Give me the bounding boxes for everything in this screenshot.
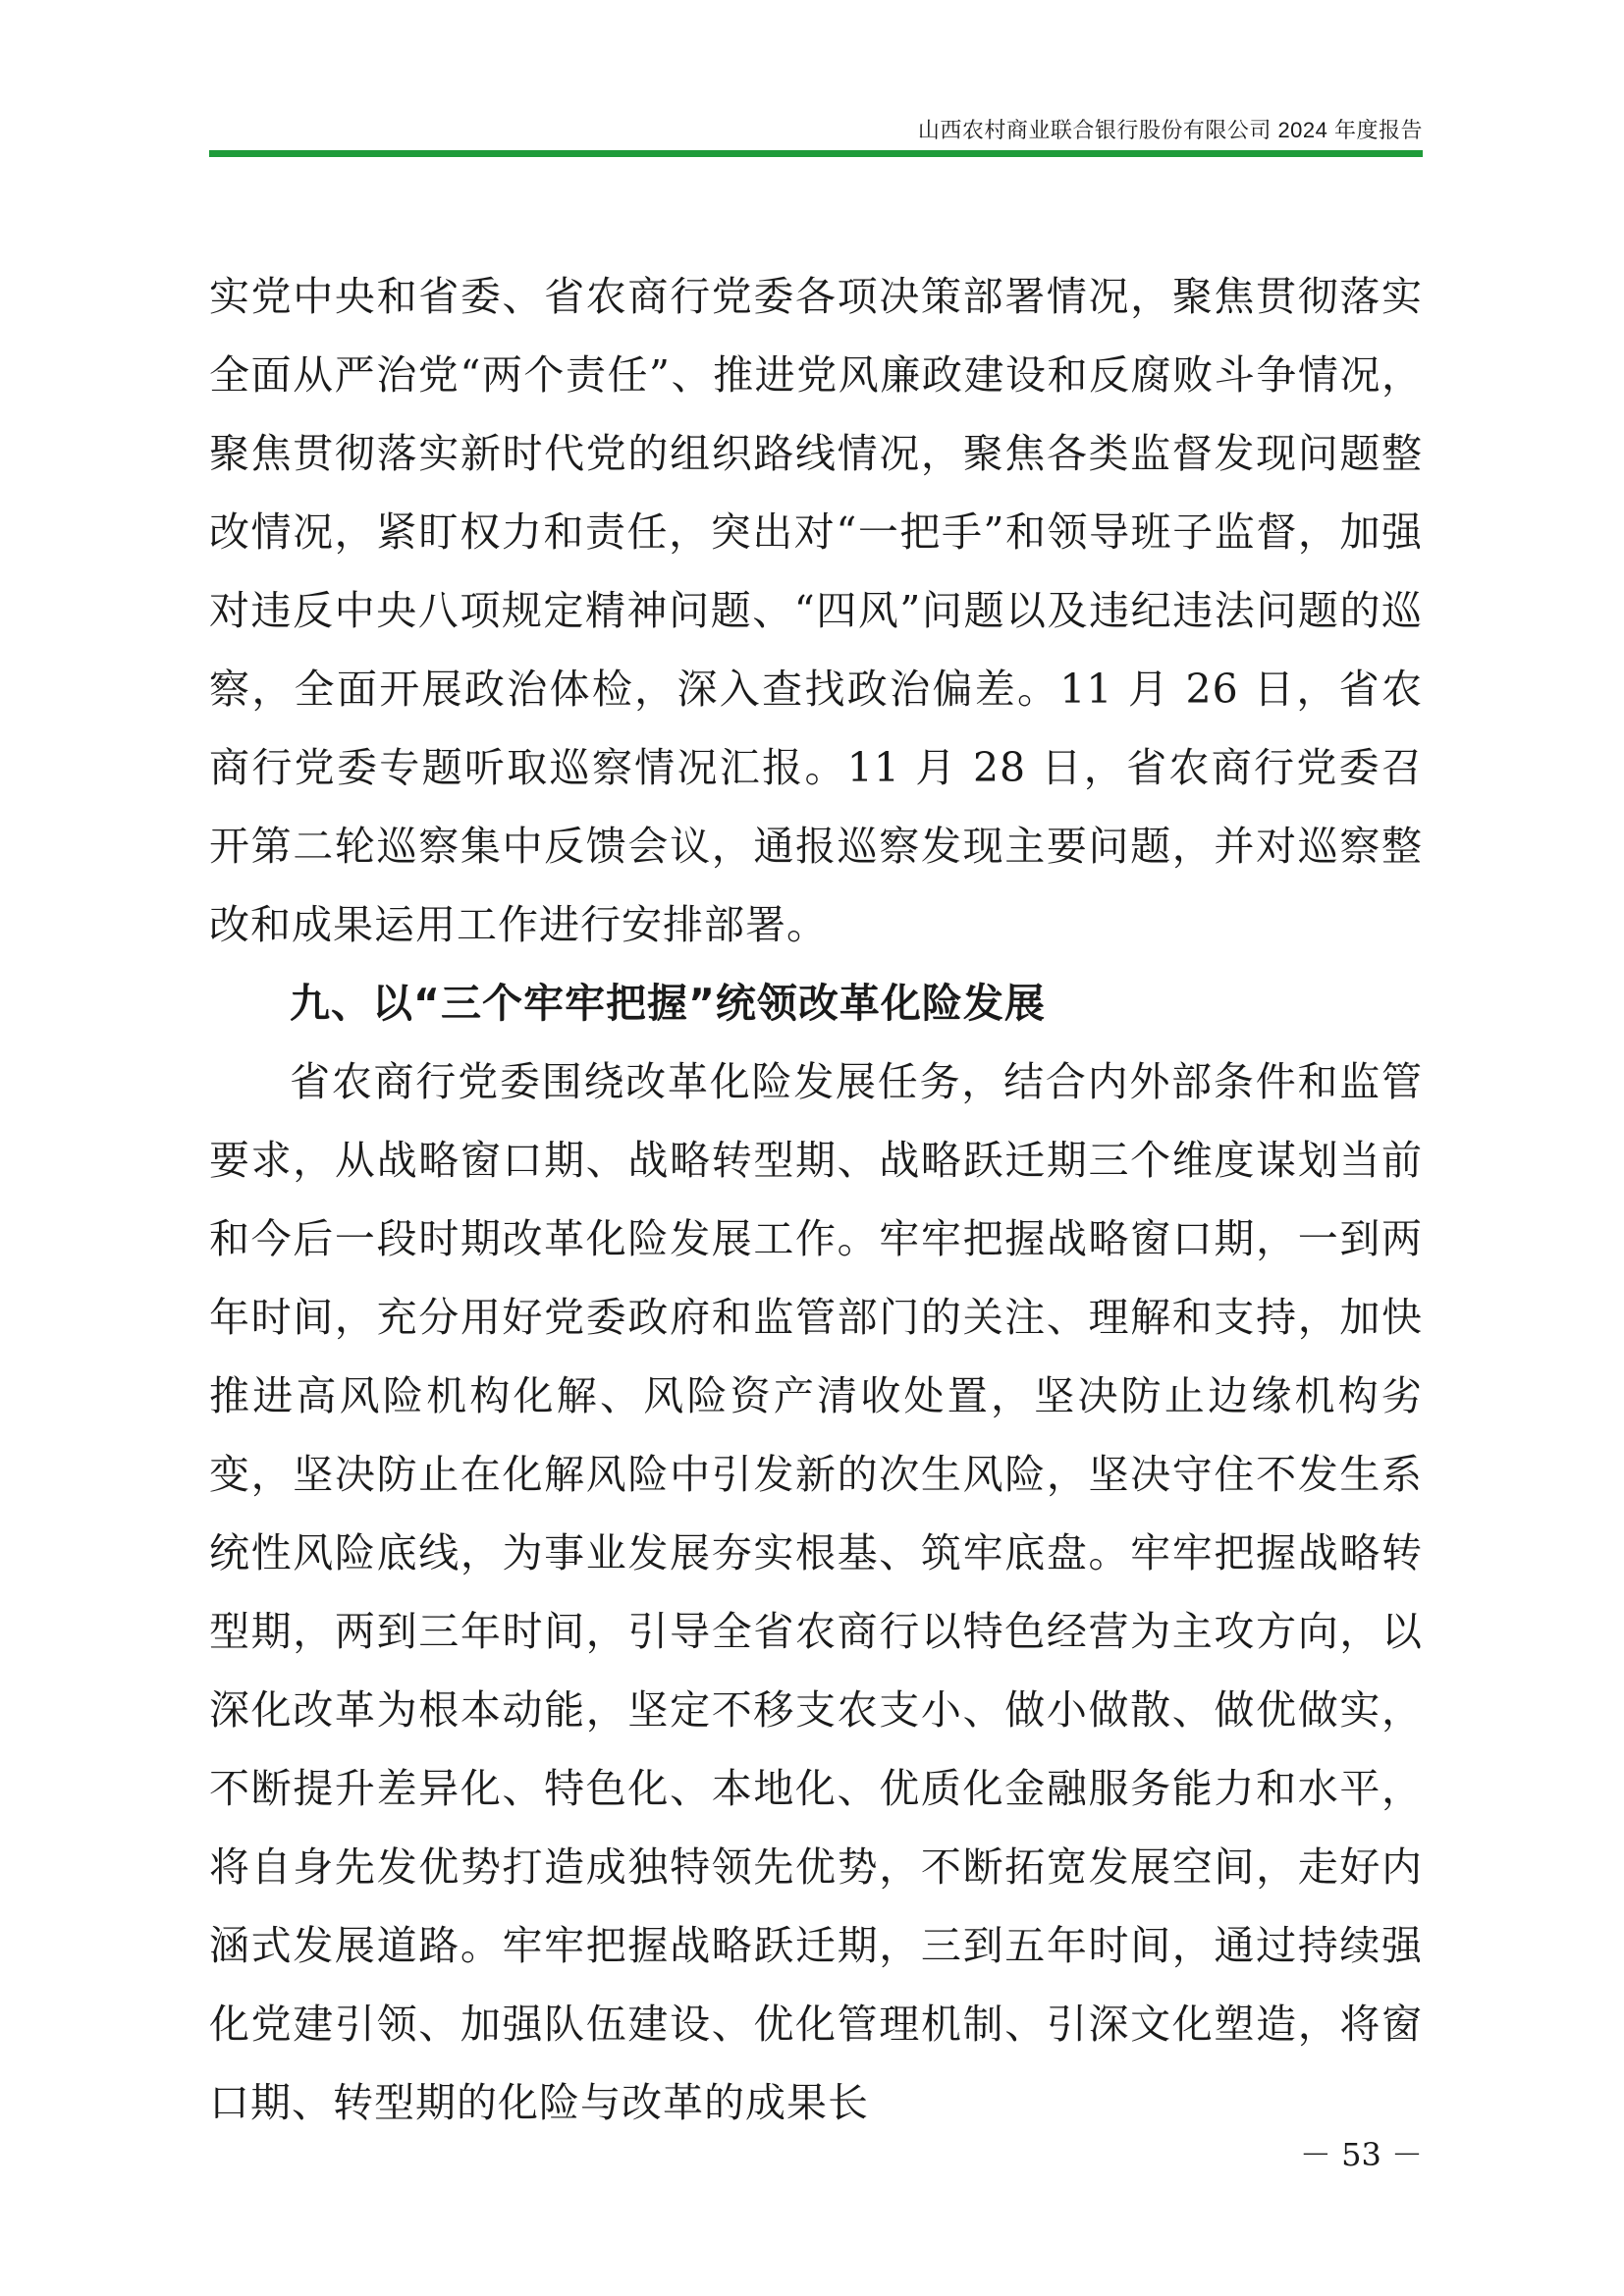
body-paragraph: 实党中央和省委、省农商行党委各项决策部署情况，聚焦贯彻落实全面从严治党“两个责任”、推进党风廉政建设和反腐败斗争情况，聚焦贯彻落实新时代党的组织路线情况，聚焦各类监督发现问题整改情况，紧盯权力和责任，突出对“一把手”和领导班子监督，加强对违反中央八项规定精神问题、“四风”问题以及违纪违法问题的巡察，全面开展政治体检，深入查找政治偏差。11 月 26 日，省农商行党委专题听取巡察情况汇报。11 月 28 日，省农商行党委召开第二轮巡察集中反馈会议，通报巡察发现主要问题，并对巡察整改和成果运用工作进行安排部署。 [209,273,1423,948]
section-heading: 九、以“三个牢牢把握”统领改革化险发展 [290,980,1046,1027]
page-number: － 53 － [1299,2136,1423,2173]
body-paragraph: 省农商行党委围绕改革化险发展任务，结合内外部条件和监管要求，从战略窗口期、战略转型期、战略跃迁期三个维度谋划当前和今后一段时期改革化险发展工作。牢牢把握战略窗口期，一到两年时间，充分用好党委政府和监管部门的关注、理解和支持，加快推进高风险机构化解、风险资产清收处置，坚决防止边缘机构劣变，坚决防止在化解风险中引发新的次生风险，坚决守住不发生系统性风险底线，为事业发展夯实根基、筑牢底盘。牢牢把握战略转型期，两到三年时间，引导全省农商行以特色经营为主攻方向，以深化改革为根本动能，坚定不移支农支小、做小做散、做优做实，不断提升差异化、特色化、本地化、优质化金融服务能力和水平，将自身先发优势打造成独特领先优势，不断拓宽发展空间，走好内涵式发展道路。牢牢把握战略跃迁期，三到五年时间，通过持续强化党建引领、加强队伍建设、优化管理机制、引深文化塑造，将窗口期、转型期的化险与改革的成果长 [209,1058,1423,2126]
header-divider [209,150,1423,157]
document-body [209,257,1423,2142]
report-header-title: 山西农村商业联合银行股份有限公司 2024 年度报告 [917,118,1423,142]
